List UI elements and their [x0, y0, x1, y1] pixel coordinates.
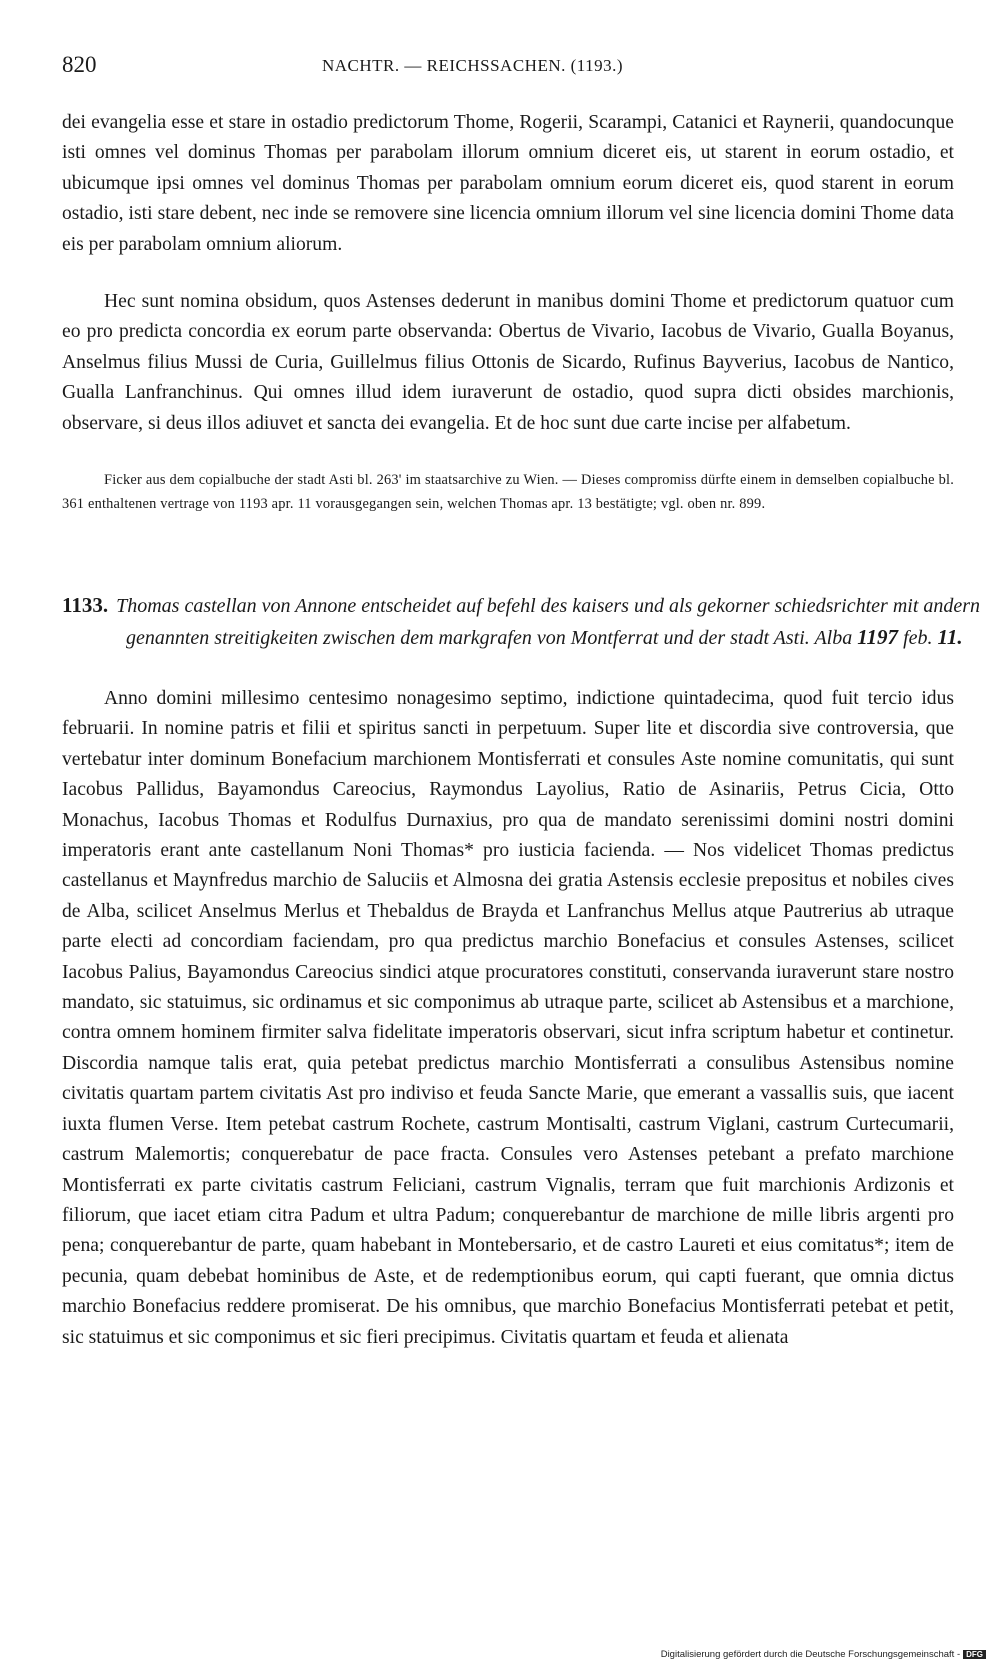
dfg-logo: DFG — [963, 1650, 986, 1659]
document-month: feb. — [903, 627, 933, 649]
paragraph-continuation: dei evangelia esse et stare in ostadio predictorum Thome, Rogerii, Scarampi, Catanici et Raynerii, quandocunque isti omnes vel dominus Thomas per parabolam illorum omnium diceret eis, ut starent in eorum ostadio, et ubicumque ipsi omnes vel dominus Thomas per parabolam omnium eorum diceret eis, quod starent in eorum ostadio, isti stare debent, nec inde se removere sine licencia omnium illorum vel sine licencia domini Thome data eis per parabolam omnium aliorum. — [62, 112, 954, 255]
digitization-credit — [661, 1649, 986, 1660]
running-head: NACHTR. — REICHSSACHEN. (1193.) — [322, 56, 624, 75]
credit-text: Digitalisierung gefördert durch die Deutsche Forschungsgemeinschaft - — [660, 1649, 961, 1660]
document-summary: Thomas castellan von Annone entscheidet auf befehl des kaisers und als gekorner schiedsrichter mit andern genannten streitigkeiten zwischen dem markgrafen von Montferrat und der stadt Asti. Alba — [116, 595, 981, 649]
paragraph-hostages: Hec sunt nomina obsidum, quos Astenses dederunt in manibus domini Thome et predictorum quatuor cum eo pro predicta concordia ex eorum parte observanda: Obertus de Vivario, Iacobus de Vivario, Gualla Boyanus, Anselmus filius Mussi de Curia, Guillelmus filius Ottonis de Sicardo, Rufinus Bayverius, Iacobus de Nantico, Gualla Lanfranchinus. Qui omnes illud idem iuraverunt de ostadio, quod supra dicti obsides marchionis, observare, si deus illos adiuvet et sancta dei evangelia. Et de hoc sunt due carte incise per alfabetum. — [62, 291, 954, 434]
paragraph-charter: Anno domini millesimo centesimo nonagesimo septimo, indictione quintadecima, quod fuit tercio idus februarii. In nomine patris et filii et spiritus sancti in perpetuum. Super lite et discordia sive controversia, que vertebatur inter dominum Bonefacium marchionem Montisferrati et consules Aste nomine comunitatis, qui sunt Iacobus Pallidus, Bayamondus Careocius, Raymondus Layolius, Ratio de Asinariis, Petrus Cicia, Otto Monachus, Iacobus Thomas et Rodulfus Durnaxius, pro qua de mandato serenissimi domini nostri domini imperatoris erant ante castellanum Noni Thomas* pro iusticia facienda. — Nos videlicet Thomas predictus castellanus et Maynfredus marchio de Saluciis et Almosna dei gratia Astensis ecclesie prepositus et nobiles cives de Alba, scilicet Anselmus Merlus et Thebaldus de Brayda et Lanfranchus Mellus atque Pautrerius ab utraque parte electi ad concordiam faciendam, pro qua predictus marchio Bonefacius et consules Astenses, scilicet Iacobus Palius, Bayamondus Careocius sindici atque procuratores constituti, conservanda iuraverunt stare nostro mandato, sic statuimus, sic ordinamus et sic componimus ab utraque parte, scilicet ab Astensibus et a marchione, contra omnem hominem firmiter salva fidelitate imperatoris observari, sicut infra scriptum habetur et continetur. Discordia namque talis erat, quia petebat predictus marchio Montisferrati a consulibus Astensibus nomine civitatis quartam partem civitatis Ast pro indiviso et feuda Sancte Marie, que emerant a vassallis suis, que iacent iuxta flumen Verse. Item petebat castrum Rochete, castrum Montisalti, castrum Viglani, castrum Curtecumarii, castrum Malemortis; conquerebatur de pace fracta. Consules vero Astenses petebant a prefato marchione Montisferrati ex parte civitatis castrum Feliciani, castrum Vignalis, terram que fuit marchionis Ardizonis et filiorum, que iacet etiam citra Padum et ultra Padum; conquerebantur de marchione de mille libris argenti pro pena; conquerebantur de parte, quam habebant in Montebersario, et de castro Laureti et eius comitatus*; item de pecunia, quam debebat hominibus de Aste, et de redemptionibus eorum, qui capti fuerant, que omnia dictus marchio Bonefacius reddere promiserat. De his omnibus, que marchio Bonefacius Montisferrati petebat et petit, sic statuimus et sic componimus et sic fieri precipimus. Civitatis quartam et feuda et alienata — [62, 688, 954, 1348]
page-number: 820 — [62, 52, 97, 77]
document-year: 1197 — [857, 625, 899, 649]
document-heading — [62, 590, 1000, 654]
page-header — [62, 52, 942, 84]
source-note: Ficker aus dem copialbuche der stadt Asti bl. 263' im staatsarchive zu Wien. — Dieses compromiss dürfte einem in demselben copialbuche bl. 361 enthaltenen vertrage von 1193 apr. 11 vorausgegangen sein, welchen Thomas apr. 13 bestätigte; vgl. oben nr. 899. — [62, 472, 954, 512]
document-day: 11. — [937, 625, 963, 649]
document-number: 1133. — [62, 593, 109, 617]
